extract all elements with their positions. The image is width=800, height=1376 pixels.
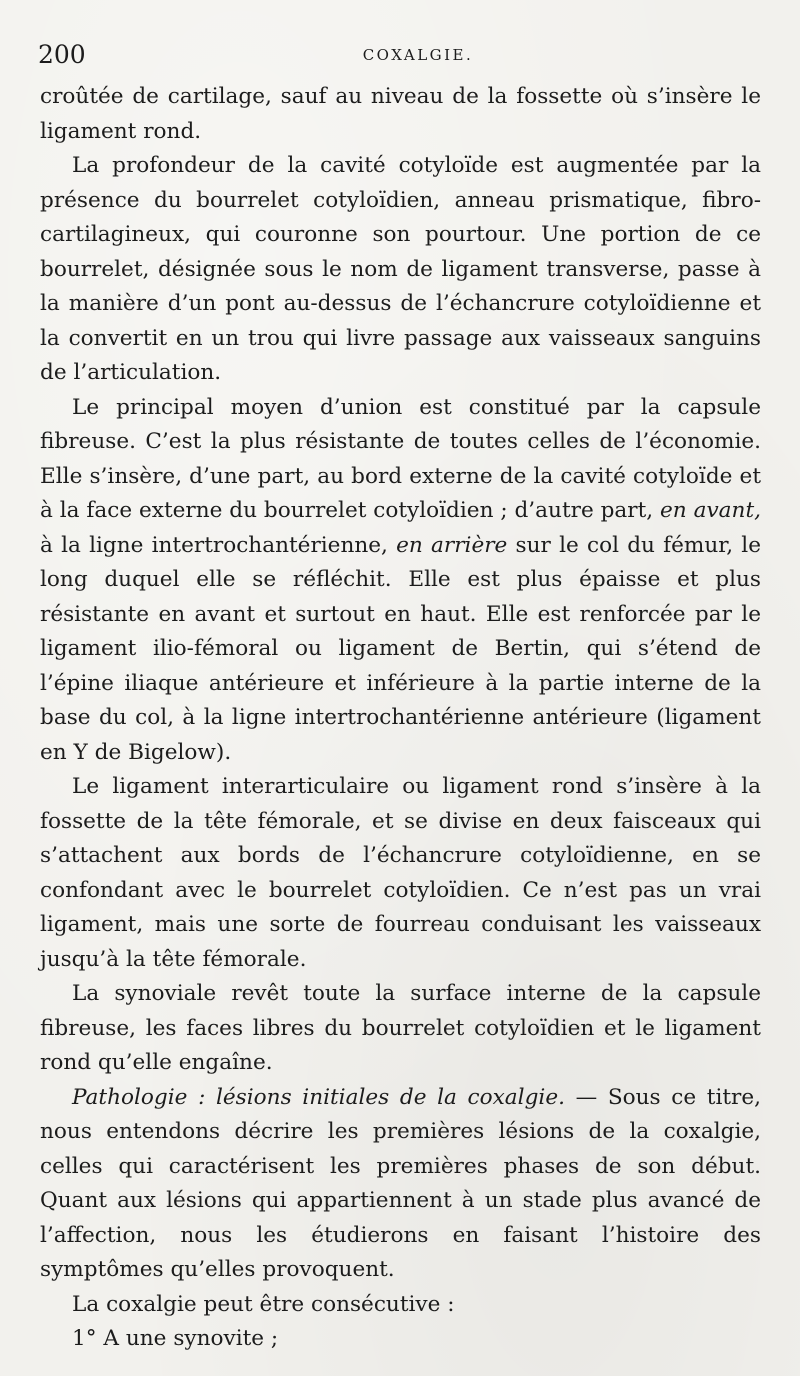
paragraph-pathology — [40, 1081, 761, 1288]
paragraph-consecutive: La coxalgie peut être consécutive : — [72, 1291, 455, 1317]
paragraph-capsule-text-c: sur le col du fémur, le long duquel elle se réfléchit. Elle est plus épaisse et plus résistante en avant et surtout en haut. Elle est renforcée par le ligament ilio-fémoral ou ligament de Bertin, qui s’étend de l’épine iliaque antérieure et inférieure à la partie interne de la base du col, à la ligne intertrochantérienne antérieure (ligament en Y de Bigelow). — [40, 532, 761, 765]
paragraph-continuation: croûtée de cartilage, sauf au niveau de la fossette où s’insère le ligament rond. — [40, 84, 761, 144]
section-heading-pathology: Pathologie : lésions initiales de la coxalgie. — [72, 1084, 565, 1110]
paragraph-capsule — [40, 391, 761, 771]
paragraph-cotyloid-depth: La profondeur de la cavité cotyloïde est augmentée par la présence du bourrelet cotyloïdien, anneau prismatique, fibro-cartilagineux, qui couronne son pourtour. Une portion de ce bourrelet, désignée sous le nom de ligament transverse, passe à la manière d’un pont au-dessus de l’échancrure cotyloïdienne et la convertit en un trou qui livre passage aux vaisseaux sanguins de l’articulation. — [40, 153, 761, 385]
paragraph-synovial: La synoviale revêt toute la surface interne de la capsule fibreuse, les faces libres du bourrelet cotyloïdien et le ligament rond qu’elle engaîne. — [40, 981, 761, 1075]
running-title: COXALGIE. — [362, 46, 474, 64]
paragraph-round-ligament: Le ligament interarticulaire ou ligament rond s’insère à la fossette de la tête fémorale, et se divise en deux faisceaux qui s’attachent aux bords de l’échancrure cotyloïdienne, en se confondant avec le bourrelet cotyloïdien. Ce n’est pas un vrai ligament, mais une sorte de fourreau conduisant les vaisseaux jusqu’à la tête fémorale. — [40, 774, 761, 972]
italic-en-arriere: en arrière — [396, 532, 508, 558]
list-item-synovitis: 1° A une synovite ; — [72, 1326, 279, 1351]
paragraph-capsule-text-a: Le principal moyen d’union est constitué par la capsule fibreuse. C’est la plus résistante de toutes celles de l’économie. Elle s’insère, d’une part, au bord externe de la cavité cotyloïde et à la face externe du bourrelet cotyloïdien ; d’autre part, — [40, 394, 761, 523]
paragraph-capsule-text-b: à la ligne intertrochantérienne, — [40, 532, 397, 558]
italic-en-avant: en avant, — [660, 498, 761, 523]
page-number: 200 — [38, 40, 86, 69]
page-header — [38, 38, 762, 72]
paragraph-pathology-text: — Sous ce titre, nous entendons décrire les premières lésions de la coxalgie, celles qui caractérisent les premières phases de son début. Quant aux lésions qui appartiennent à un stade plus avancé de l’affection, nous les étudierons en faisant l’histoire des symptômes qu’elles provoquent. — [40, 1084, 762, 1282]
body-text — [40, 80, 761, 1357]
